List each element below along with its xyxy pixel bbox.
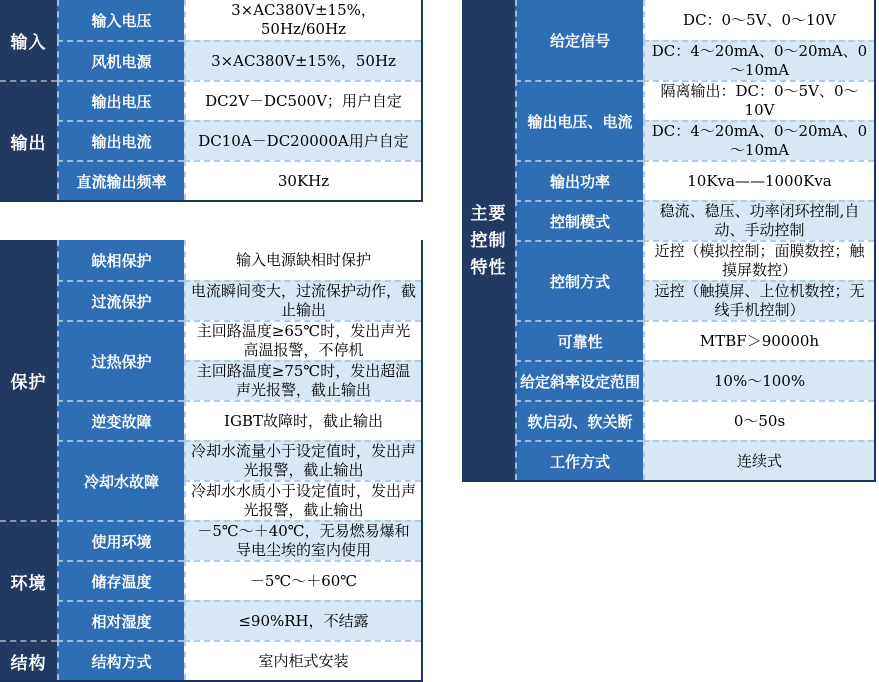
label-phase-loss-protection: 缺相保护	[57, 240, 184, 280]
value-soft-start-stop: 0～50s	[643, 400, 874, 440]
value-structure-type: 室内柜式安装	[184, 640, 421, 680]
label-given-signal: 给定信号	[515, 0, 643, 80]
category-structure: 结构	[0, 640, 57, 680]
label-operating-environment: 使用环境	[57, 520, 184, 560]
label-output-voltage-current: 输出电压、电流	[515, 80, 643, 160]
input-output-table	[0, 0, 423, 202]
label-relative-humidity: 相对湿度	[57, 600, 184, 640]
value-output-current: DC10A－DC20000A用户自定	[184, 120, 421, 160]
label-overheat-protection: 过热保护	[57, 320, 184, 400]
label-control-method: 控制方式	[515, 240, 643, 320]
value-slope-setting-range: 10%～100%	[643, 360, 874, 400]
label-inverter-fault: 逆变故障	[57, 400, 184, 440]
label-soft-start-stop: 软启动、软关断	[515, 400, 643, 440]
value-local-control: 近控（模拟控制；面膜数控；触摸屏数控）	[643, 240, 874, 280]
category-main-control	[462, 0, 515, 480]
label-cooling-water-fault: 冷却水故障	[57, 440, 184, 520]
value-phase-loss-protection: 输入电源缺相时保护	[184, 240, 421, 280]
value-remote-control: 远控（触摸屏、上位机数控；无线手机控制）	[643, 280, 874, 320]
label-working-mode: 工作方式	[515, 440, 643, 480]
value-relative-humidity: ≤90%RH，不结露	[184, 600, 421, 640]
value-given-signal-current: DC：4～20mA、0～20mA、0～10mA	[643, 40, 874, 80]
label-reliability: 可靠性	[515, 320, 643, 360]
value-given-signal-voltage: DC：0～5V、0～10V	[643, 0, 874, 40]
value-output-voltage: DC2V－DC500V；用户自定	[184, 80, 421, 120]
value-reliability: MTBF＞90000h	[643, 320, 874, 360]
value-overcurrent-protection: 电流瞬间变大，过流保护动作，截止输出	[184, 280, 421, 320]
protection-env-structure-table	[0, 240, 423, 682]
value-cooling-water-quality: 冷却水水质小于设定值时，发出声光报警，截止输出	[184, 480, 421, 520]
label-slope-setting-range: 给定斜率设定范围	[515, 360, 643, 400]
main-control-table	[462, 0, 876, 482]
label-overcurrent-protection: 过流保护	[57, 280, 184, 320]
value-fan-power: 3×AC380V±15%，50Hz	[184, 40, 421, 80]
label-storage-temperature: 储存温度	[57, 560, 184, 600]
label-output-power: 输出功率	[515, 160, 643, 200]
category-protection: 保护	[0, 240, 57, 520]
category-output: 输出	[0, 80, 57, 200]
value-storage-temperature: －5℃～＋60℃	[184, 560, 421, 600]
category-environment: 环境	[0, 520, 57, 640]
label-control-mode: 控制模式	[515, 200, 643, 240]
label-input-voltage: 输入电压	[57, 0, 184, 40]
value-overheat-warning: 主回路温度≥65℃时，发出声光高温报警，不停机	[184, 320, 421, 360]
value-input-voltage: 3×AC380V±15%，50Hz/60Hz	[184, 0, 421, 40]
label-output-current: 输出电流	[57, 120, 184, 160]
value-overheat-shutdown: 主回路温度≥75℃时，发出超温声光报警，截止输出	[184, 360, 421, 400]
value-isolated-output-current: DC：4～20mA、0～20mA、0～10mA	[643, 120, 874, 160]
label-fan-power: 风机电源	[57, 40, 184, 80]
label-output-voltage: 输出电压	[57, 80, 184, 120]
value-working-mode: 连续式	[643, 440, 874, 480]
category-input: 输入	[0, 0, 57, 80]
value-operating-environment: －5℃～＋40℃，无易燃易爆和导电尘埃的室内使用	[184, 520, 421, 560]
label-structure-type: 结构方式	[57, 640, 184, 680]
label-dc-output-frequency: 直流输出频率	[57, 160, 184, 200]
value-control-mode: 稳流、稳压、功率闭环控制,自动、手动控制	[643, 200, 874, 240]
value-output-power: 10Kva——1000Kva	[643, 160, 874, 200]
value-cooling-water-flow: 冷却水流量小于设定值时，发出声光报警，截止输出	[184, 440, 421, 480]
category-main-control-label: 主要控制特性	[470, 203, 507, 277]
value-isolated-output-voltage: 隔离输出：DC：0～5V、0～10V	[643, 80, 874, 120]
value-dc-output-frequency: 30KHz	[184, 160, 421, 200]
value-inverter-fault: IGBT故障时，截止输出	[184, 400, 421, 440]
